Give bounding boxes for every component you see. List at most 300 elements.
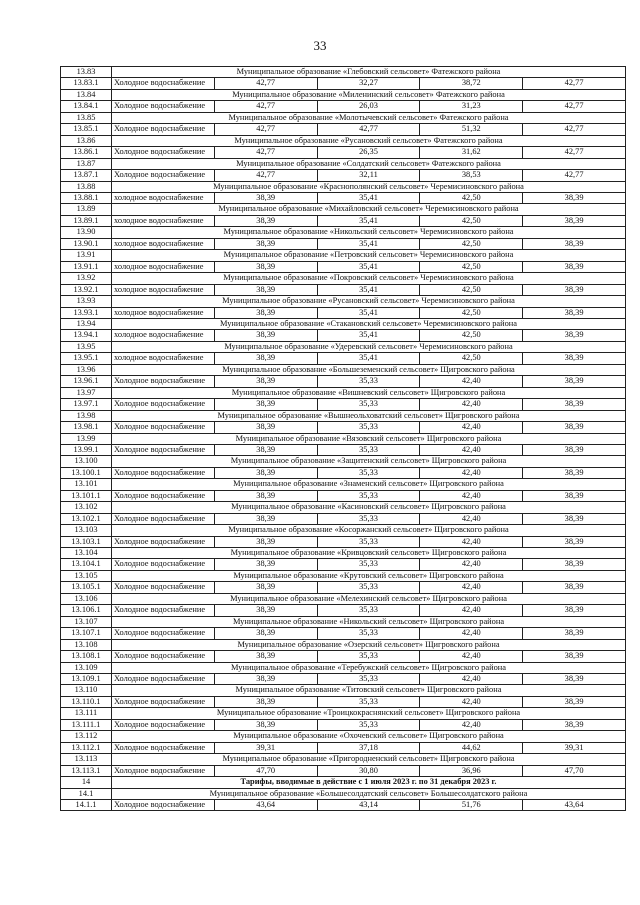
tariff-value-2: 26,03	[317, 101, 420, 112]
tariff-value-1: 38,39	[214, 605, 317, 616]
tariff-value-3: 42,40	[420, 582, 523, 593]
municipality-name: Муниципальное образование «Касиновский сельсовет» Щигровского района	[112, 502, 626, 513]
row-code: 13.84.1	[61, 101, 112, 112]
municipality-name: Муниципальное образование «Охочевский сельсовет» Щигровского района	[112, 731, 626, 742]
tariff-value-3: 38,53	[420, 170, 523, 181]
tariff-value-4: 38,39	[523, 628, 626, 639]
municipality-row	[61, 593, 626, 604]
row-code: 13.88	[61, 181, 112, 192]
municipality-row	[61, 754, 626, 765]
row-code: 13.92	[61, 273, 112, 284]
municipality-name: Муниципальное образование «Большесолдатский сельсовет» Большесолдатского района	[112, 788, 626, 799]
tariff-value-4: 38,39	[523, 215, 626, 226]
row-code: 13.104	[61, 548, 112, 559]
tariff-value-row	[61, 124, 626, 135]
tariff-value-1: 38,39	[214, 490, 317, 501]
row-code: 13.104.1	[61, 559, 112, 570]
tariff-value-3: 42,40	[420, 559, 523, 570]
tariff-value-3: 42,50	[420, 192, 523, 203]
tariff-value-4: 38,39	[523, 238, 626, 249]
row-code: 13.106.1	[61, 605, 112, 616]
service-label: Холодное водоснабжение	[112, 124, 215, 135]
tariff-value-row	[61, 559, 626, 570]
tariff-value-4: 38,39	[523, 559, 626, 570]
row-code: 13.87	[61, 158, 112, 169]
tariff-value-1: 38,39	[214, 192, 317, 203]
municipality-name: Муниципальное образование «Кривцовский сельсовет» Щигровского района	[112, 548, 626, 559]
municipality-name: Муниципальное образование «Глебовский сельсовет» Фатежского района	[112, 67, 626, 78]
row-code: 13.109	[61, 662, 112, 673]
service-label: Холодное водоснабжение	[112, 742, 215, 753]
row-code: 13.85.1	[61, 124, 112, 135]
tariff-value-2: 42,77	[317, 124, 420, 135]
tariff-value-3: 42,40	[420, 399, 523, 410]
row-code: 14.1.1	[61, 800, 112, 811]
tariff-value-4: 42,77	[523, 124, 626, 135]
tariff-value-row	[61, 147, 626, 158]
municipality-name: Муниципальное образование «Петровский сельсовет» Черемисиновского района	[112, 250, 626, 261]
row-code: 13.96.1	[61, 376, 112, 387]
municipality-row	[61, 158, 626, 169]
tariff-value-3: 51,76	[420, 800, 523, 811]
municipality-name: Муниципальное образование «Удеревский сельсовет» Черемисиновского района	[112, 341, 626, 352]
tariff-value-3: 42,40	[420, 467, 523, 478]
tariff-value-2: 35,41	[317, 307, 420, 318]
tariff-value-3: 42,50	[420, 238, 523, 249]
row-code: 13.90	[61, 227, 112, 238]
row-code: 13.103.1	[61, 536, 112, 547]
tariff-value-row	[61, 353, 626, 364]
row-code: 13.102	[61, 502, 112, 513]
tariff-value-4: 38,39	[523, 353, 626, 364]
row-code: 13.94	[61, 318, 112, 329]
row-code: 13.98	[61, 410, 112, 421]
row-code: 14.1	[61, 788, 112, 799]
municipality-row	[61, 364, 626, 375]
municipality-row	[61, 112, 626, 123]
municipality-name: Муниципальное образование «Защитенский сельсовет» Щигровского района	[112, 456, 626, 467]
municipality-row	[61, 708, 626, 719]
municipality-row	[61, 296, 626, 307]
service-label: Холодное водоснабжение	[112, 147, 215, 158]
service-label: холодное водоснабжение	[112, 215, 215, 226]
tariff-value-1: 38,39	[214, 536, 317, 547]
tariff-value-3: 42,40	[420, 605, 523, 616]
tariff-value-1: 42,77	[214, 124, 317, 135]
municipality-name: Муниципальное образование «Покровский сельсовет» Черемисиновского района	[112, 273, 626, 284]
service-label: Холодное водоснабжение	[112, 399, 215, 410]
tariff-value-3: 44,62	[420, 742, 523, 753]
municipality-name: Муниципальное образование «Теребужский сельсовет» Щигровского района	[112, 662, 626, 673]
municipality-name: Муниципальное образование «Стакановский сельсовет» Черемисиновского района	[112, 318, 626, 329]
tariff-value-row	[61, 696, 626, 707]
tariff-value-3: 42,40	[420, 490, 523, 501]
municipality-name: Муниципальное образование «Вишневский сельсовет» Щигровского района	[112, 387, 626, 398]
row-code: 13.89	[61, 204, 112, 215]
row-code: 13.99	[61, 433, 112, 444]
row-code: 13.111.1	[61, 719, 112, 730]
service-label: Холодное водоснабжение	[112, 696, 215, 707]
row-code: 13.108.1	[61, 651, 112, 662]
tariff-value-1: 42,77	[214, 147, 317, 158]
service-label: холодное водоснабжение	[112, 353, 215, 364]
tariff-value-4: 38,39	[523, 536, 626, 547]
tariff-value-3: 36,96	[420, 765, 523, 776]
tariff-value-2: 35,33	[317, 536, 420, 547]
tariff-value-1: 38,39	[214, 261, 317, 272]
municipality-name: Муниципальное образование «Мелехинский сельсовет» Щигровского района	[112, 593, 626, 604]
tariff-value-3: 42,50	[420, 215, 523, 226]
service-label: Холодное водоснабжение	[112, 536, 215, 547]
tariff-value-row	[61, 674, 626, 685]
tariff-value-4: 43,64	[523, 800, 626, 811]
row-code: 13.110	[61, 685, 112, 696]
row-code: 13.97.1	[61, 399, 112, 410]
service-label: Холодное водоснабжение	[112, 800, 215, 811]
municipality-name: Муниципальное образование «Вышнеольховатский сельсовет» Щигровского района	[112, 410, 626, 421]
row-code: 13.86.1	[61, 147, 112, 158]
service-label: Холодное водоснабжение	[112, 651, 215, 662]
tariff-value-4: 38,39	[523, 605, 626, 616]
tariff-value-1: 39,31	[214, 742, 317, 753]
tariff-value-2: 35,33	[317, 719, 420, 730]
row-code: 13.112.1	[61, 742, 112, 753]
municipality-name: Муниципальное образование «Солдатский сельсовет» Фатежского района	[112, 158, 626, 169]
tariff-value-3: 42,50	[420, 261, 523, 272]
tariff-value-2: 35,33	[317, 628, 420, 639]
service-label: Холодное водоснабжение	[112, 765, 215, 776]
municipality-name: Муниципальное образование «Русановский сельсовет» Фатежского района	[112, 135, 626, 146]
row-code: 13.109.1	[61, 674, 112, 685]
municipality-row	[61, 570, 626, 581]
tariff-value-1: 38,39	[214, 376, 317, 387]
tariff-value-2: 35,33	[317, 582, 420, 593]
tariff-value-2: 30,80	[317, 765, 420, 776]
row-code: 13.105.1	[61, 582, 112, 593]
tariff-value-4: 38,39	[523, 490, 626, 501]
tariff-value-1: 38,39	[214, 444, 317, 455]
tariff-value-row	[61, 742, 626, 753]
tariff-value-row	[61, 78, 626, 89]
service-label: холодное водоснабжение	[112, 238, 215, 249]
tariff-value-3: 42,40	[420, 696, 523, 707]
service-label: Холодное водоснабжение	[112, 674, 215, 685]
tariff-value-2: 26,35	[317, 147, 420, 158]
tariff-value-2: 35,33	[317, 444, 420, 455]
tariff-value-1: 38,39	[214, 696, 317, 707]
service-label: Холодное водоснабжение	[112, 605, 215, 616]
municipality-row	[61, 181, 626, 192]
row-code: 13.95.1	[61, 353, 112, 364]
row-code: 13.113	[61, 754, 112, 765]
tariff-value-4: 38,39	[523, 674, 626, 685]
row-code: 13.107.1	[61, 628, 112, 639]
municipality-name: Муниципальное образование «Никольский сельсовет» Черемисиновского района	[112, 227, 626, 238]
row-code: 13.90.1	[61, 238, 112, 249]
tariff-value-3: 42,50	[420, 284, 523, 295]
section-header-row	[61, 777, 626, 788]
tariff-value-row	[61, 467, 626, 478]
tariff-value-1: 38,39	[214, 307, 317, 318]
municipality-name: Муниципальное образование «Титовский сельсовет» Щигровского района	[112, 685, 626, 696]
tariff-value-3: 42,50	[420, 353, 523, 364]
tariff-value-row	[61, 422, 626, 433]
tariff-value-4: 38,39	[523, 261, 626, 272]
tariff-value-row	[61, 307, 626, 318]
tariff-value-row	[61, 651, 626, 662]
row-code: 13.101.1	[61, 490, 112, 501]
row-code: 13.86	[61, 135, 112, 146]
municipality-name: Муниципальное образование «Молотычевский сельсовет» Фатежского района	[112, 112, 626, 123]
municipality-row	[61, 731, 626, 742]
tariff-value-4: 38,39	[523, 307, 626, 318]
tariff-value-4: 38,39	[523, 513, 626, 524]
tariff-value-3: 42,40	[420, 376, 523, 387]
section-title: Тарифы, вводимые в действие с 1 июля 2023 г. по 31 декабря 2023 г.	[112, 777, 626, 788]
tariff-value-2: 35,41	[317, 330, 420, 341]
tariff-value-4: 38,39	[523, 467, 626, 478]
row-code: 13.84	[61, 89, 112, 100]
tariff-value-1: 38,39	[214, 628, 317, 639]
row-code: 13.105	[61, 570, 112, 581]
tariff-value-4: 38,39	[523, 192, 626, 203]
tariff-value-1: 38,39	[214, 582, 317, 593]
tariff-value-1: 38,39	[214, 330, 317, 341]
tariff-value-3: 42,40	[420, 628, 523, 639]
tariff-value-1: 38,39	[214, 513, 317, 524]
municipality-row	[61, 662, 626, 673]
service-label: Холодное водоснабжение	[112, 467, 215, 478]
row-code: 13.83	[61, 67, 112, 78]
row-code: 13.108	[61, 639, 112, 650]
tariff-value-3: 42,40	[420, 513, 523, 524]
tariff-value-3: 42,40	[420, 422, 523, 433]
tariff-value-1: 38,39	[214, 215, 317, 226]
tariff-value-2: 35,33	[317, 674, 420, 685]
tariff-value-row	[61, 192, 626, 203]
tariff-value-4: 38,39	[523, 651, 626, 662]
row-code: 13.85	[61, 112, 112, 123]
service-label: холодное водоснабжение	[112, 330, 215, 341]
row-code: 13.110.1	[61, 696, 112, 707]
tariff-value-1: 38,39	[214, 284, 317, 295]
tariff-value-1: 38,39	[214, 353, 317, 364]
municipality-row	[61, 250, 626, 261]
tariff-value-1: 47,70	[214, 765, 317, 776]
tariff-value-2: 35,33	[317, 490, 420, 501]
municipality-name: Муниципальное образование «Большеземенский сельсовет» Щигровского района	[112, 364, 626, 375]
municipality-row	[61, 525, 626, 536]
tariff-value-3: 31,62	[420, 147, 523, 158]
municipality-row	[61, 227, 626, 238]
service-label: Холодное водоснабжение	[112, 444, 215, 455]
service-label: Холодное водоснабжение	[112, 513, 215, 524]
row-code: 13.87.1	[61, 170, 112, 181]
service-label: холодное водоснабжение	[112, 284, 215, 295]
municipality-name: Муниципальное образование «Михайловский сельсовет» Черемисиновского района	[112, 204, 626, 215]
tariff-value-3: 51,32	[420, 124, 523, 135]
tariff-value-3: 42,50	[420, 307, 523, 318]
service-label: холодное водоснабжение	[112, 192, 215, 203]
row-code: 13.100	[61, 456, 112, 467]
municipality-row	[61, 273, 626, 284]
row-code: 13.89.1	[61, 215, 112, 226]
tariff-value-2: 37,18	[317, 742, 420, 753]
tariff-value-2: 35,41	[317, 215, 420, 226]
tariff-value-3: 31,23	[420, 101, 523, 112]
tariff-value-4: 42,77	[523, 78, 626, 89]
municipality-name: Муниципальное образование «Знаменский сельсовет» Щигровского района	[112, 479, 626, 490]
tariff-value-row	[61, 101, 626, 112]
tariff-value-1: 38,39	[214, 399, 317, 410]
municipality-row	[61, 548, 626, 559]
tariff-value-row	[61, 330, 626, 341]
municipality-row	[61, 433, 626, 444]
row-code: 13.93	[61, 296, 112, 307]
tariff-value-row	[61, 261, 626, 272]
service-label: Холодное водоснабжение	[112, 170, 215, 181]
row-code: 13.88.1	[61, 192, 112, 203]
tariff-value-2: 35,33	[317, 376, 420, 387]
tariff-value-4: 38,39	[523, 719, 626, 730]
service-label: Холодное водоснабжение	[112, 719, 215, 730]
service-label: Холодное водоснабжение	[112, 490, 215, 501]
row-code: 13.98.1	[61, 422, 112, 433]
tariff-value-2: 35,33	[317, 422, 420, 433]
tariff-value-2: 43,14	[317, 800, 420, 811]
tariff-value-row	[61, 605, 626, 616]
row-code: 13.102.1	[61, 513, 112, 524]
row-code: 13.83.1	[61, 78, 112, 89]
tariff-value-1: 38,39	[214, 651, 317, 662]
tariff-value-2: 35,33	[317, 399, 420, 410]
tariff-value-2: 35,41	[317, 238, 420, 249]
service-label: Холодное водоснабжение	[112, 582, 215, 593]
municipality-row	[61, 89, 626, 100]
tariff-value-row	[61, 238, 626, 249]
tariff-value-row	[61, 536, 626, 547]
service-label: холодное водоснабжение	[112, 307, 215, 318]
service-label: холодное водоснабжение	[112, 261, 215, 272]
row-code: 13.97	[61, 387, 112, 398]
row-code: 13.94.1	[61, 330, 112, 341]
row-code: 13.93.1	[61, 307, 112, 318]
service-label: Холодное водоснабжение	[112, 422, 215, 433]
row-code: 13.113.1	[61, 765, 112, 776]
tariff-value-row	[61, 765, 626, 776]
municipality-name: Муниципальное образование «Крутовский сельсовет» Щигровского района	[112, 570, 626, 581]
tariff-value-row	[61, 800, 626, 811]
tariff-value-row	[61, 490, 626, 501]
tariff-value-4: 42,77	[523, 170, 626, 181]
service-label: Холодное водоснабжение	[112, 559, 215, 570]
tariff-value-1: 42,77	[214, 101, 317, 112]
tariff-value-1: 38,39	[214, 467, 317, 478]
municipality-name: Муниципальное образование «Вязовский сельсовет» Щигровского района	[112, 433, 626, 444]
municipality-row	[61, 456, 626, 467]
row-code: 14	[61, 777, 112, 788]
municipality-row	[61, 204, 626, 215]
tariff-value-3: 42,50	[420, 330, 523, 341]
municipality-row	[61, 318, 626, 329]
municipality-name: Муниципальное образование «Пригородненский сельсовет» Щигровского района	[112, 754, 626, 765]
tariff-value-row	[61, 215, 626, 226]
row-code: 13.107	[61, 616, 112, 627]
tariff-value-4: 47,70	[523, 765, 626, 776]
row-code: 13.96	[61, 364, 112, 375]
tariff-value-1: 42,77	[214, 78, 317, 89]
tariff-value-3: 42,40	[420, 674, 523, 685]
service-label: Холодное водоснабжение	[112, 376, 215, 387]
row-code: 13.99.1	[61, 444, 112, 455]
tariff-value-3: 42,40	[420, 444, 523, 455]
municipality-name: Муниципальное образование «Миленинский сельсовет» Фатежского района	[112, 89, 626, 100]
tariff-value-2: 35,33	[317, 696, 420, 707]
row-code: 13.101	[61, 479, 112, 490]
municipality-row	[61, 616, 626, 627]
tariff-value-row	[61, 444, 626, 455]
tariff-value-1: 42,77	[214, 170, 317, 181]
tariff-value-row	[61, 582, 626, 593]
tariff-value-3: 42,40	[420, 651, 523, 662]
tariff-value-2: 35,33	[317, 513, 420, 524]
row-code: 13.111	[61, 708, 112, 719]
tariff-value-2: 35,33	[317, 467, 420, 478]
tariff-value-2: 35,41	[317, 353, 420, 364]
municipality-name: Муниципальное образование «Косоржанский сельсовет» Щигровского района	[112, 525, 626, 536]
municipality-row	[61, 67, 626, 78]
tariff-table-body	[61, 67, 626, 811]
municipality-row	[61, 135, 626, 146]
tariff-value-row	[61, 719, 626, 730]
tariff-value-4: 38,39	[523, 422, 626, 433]
tariff-value-2: 32,11	[317, 170, 420, 181]
tariff-value-2: 32,27	[317, 78, 420, 89]
tariff-value-3: 42,40	[420, 536, 523, 547]
municipality-row	[61, 502, 626, 513]
tariff-value-row	[61, 513, 626, 524]
tariff-value-3: 38,72	[420, 78, 523, 89]
tariff-value-2: 35,41	[317, 284, 420, 295]
tariff-value-4: 39,31	[523, 742, 626, 753]
tariff-value-1: 43,64	[214, 800, 317, 811]
tariff-value-1: 38,39	[214, 238, 317, 249]
tariff-value-2: 35,33	[317, 605, 420, 616]
tariff-value-4: 38,39	[523, 284, 626, 295]
tariff-value-4: 38,39	[523, 376, 626, 387]
tariff-value-4: 42,77	[523, 147, 626, 158]
tariff-value-row	[61, 628, 626, 639]
tariff-value-1: 38,39	[214, 674, 317, 685]
service-label: Холодное водоснабжение	[112, 101, 215, 112]
tariff-value-4: 38,39	[523, 399, 626, 410]
tariff-value-1: 38,39	[214, 559, 317, 570]
service-label: Холодное водоснабжение	[112, 628, 215, 639]
tariff-value-3: 42,40	[420, 719, 523, 730]
municipality-row	[61, 639, 626, 650]
row-code: 13.92.1	[61, 284, 112, 295]
municipality-name: Муниципальное образование «Краснополянский сельсовет» Черемисиновского района	[112, 181, 626, 192]
tariff-value-4: 38,39	[523, 444, 626, 455]
municipality-row	[61, 387, 626, 398]
tariff-value-2: 35,41	[317, 261, 420, 272]
row-code: 13.91.1	[61, 261, 112, 272]
row-code: 13.106	[61, 593, 112, 604]
row-code: 13.112	[61, 731, 112, 742]
municipality-name: Муниципальное образование «Русановский сельсовет» Черемисиновского района	[112, 296, 626, 307]
tariff-value-4: 38,39	[523, 582, 626, 593]
municipality-row	[61, 788, 626, 799]
